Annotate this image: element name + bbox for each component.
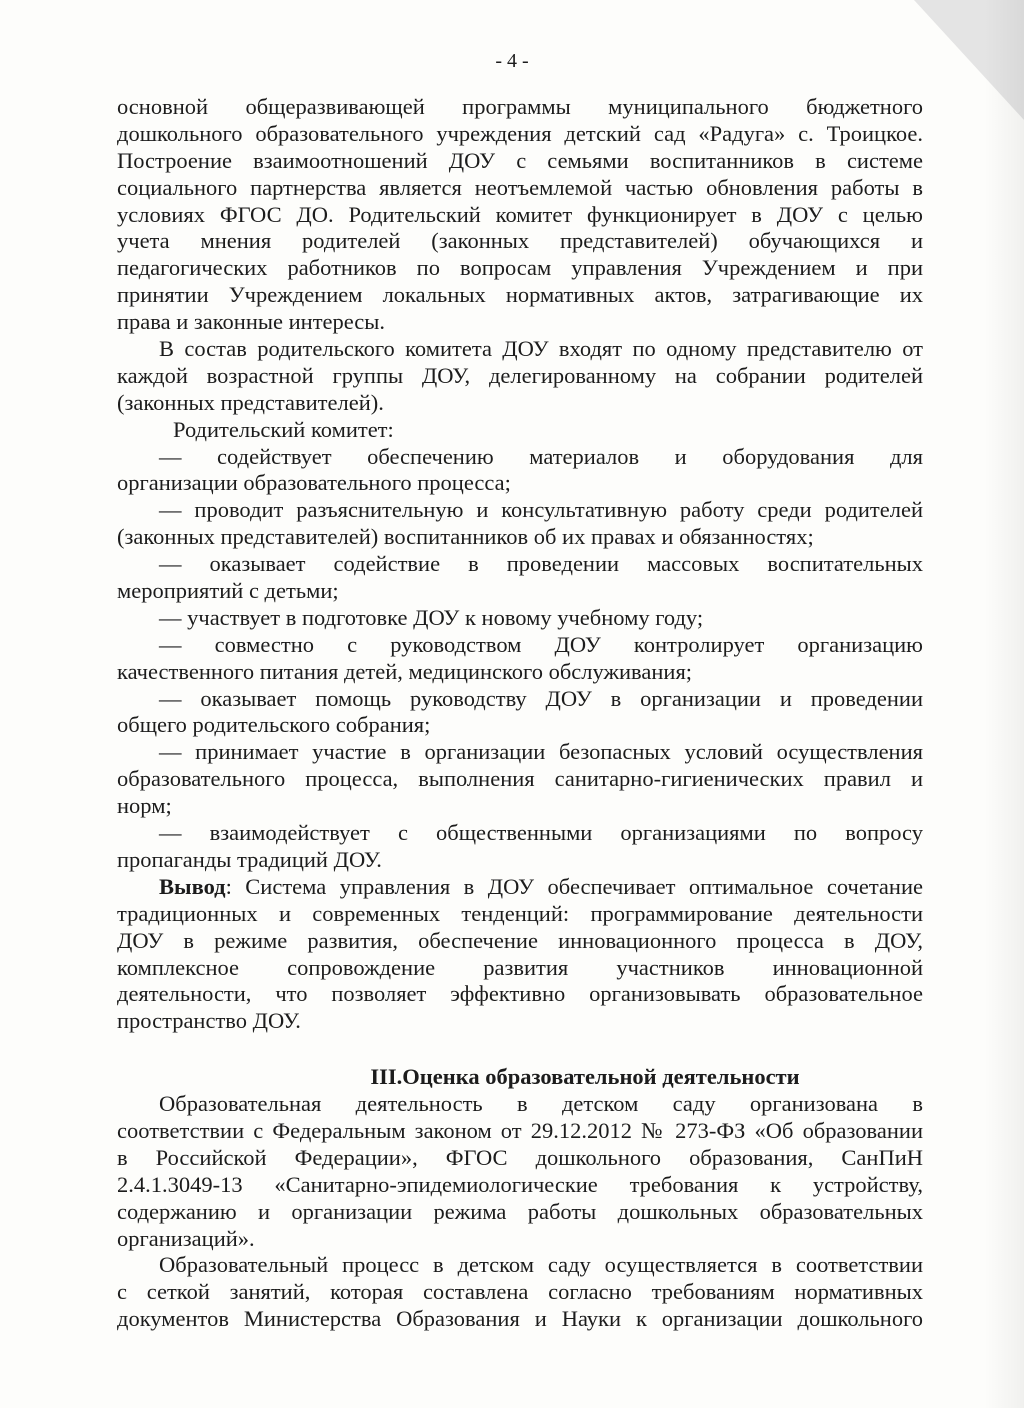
text-line [117,121,923,148]
text-line [117,632,923,659]
line-text: традиционных и современных тенденций: программирование деятельности [117,900,923,926]
line-text: права и законные интересы. [117,309,386,335]
line-text: 2.4.1.3049-13 «Санитарно-эпидемиологические требования к устройству, [117,1171,923,1197]
text-line [117,1252,923,1279]
paragraph [117,417,923,444]
line-text: каждой возрастной группы ДОУ, делегированному на собрании родителей [117,362,923,388]
line-text: содержанию и организации режима работы дошкольных образовательных [117,1198,923,1224]
text-line [117,686,923,713]
text-line [117,1226,923,1253]
line-text: принятии Учреждением локальных нормативных актов, затрагивающие их [117,282,923,308]
bold-lead: Вывод [159,873,226,899]
text-line [117,1306,923,1333]
line-text: — принимает участие в организации безопасных условий осуществления [159,739,923,765]
line-text: образовательного процесса, выполнения санитарно-гигиенических правил и [117,766,923,792]
line-text: учета мнения родителей (законных представителей) обучающихся и [117,228,923,254]
text-line [117,417,923,444]
text-line [117,1008,923,1035]
paragraph [117,632,923,686]
text-line [117,444,923,471]
line-text: пропаганды традиций ДОУ. [117,846,382,872]
line-text: качественного питания детей, медицинского обслуживания; [117,658,693,684]
text-line [117,1172,923,1199]
line-text: — оказывает содействие в проведении массовых воспитательных [159,551,923,577]
line-text: организаций». [117,1225,255,1251]
text-line [117,578,923,605]
line-text: — участвует в подготовке ДОУ к новому учебному году; [159,604,704,630]
section-educational-activity [117,1091,923,1333]
line-text: основной общеразвивающей программы муниципального бюджетного [117,94,923,119]
line-text: (законных представителей). [117,389,384,415]
line-text: общего родительского собрания; [117,712,431,738]
paragraph [117,94,923,336]
text-line [117,820,923,847]
paragraph [117,686,923,740]
document-body [117,94,923,1333]
page-number: - 4 - [495,50,529,72]
text-line [117,981,923,1008]
line-text: ДОУ в режиме развития, обеспечение инновационного процесса в ДОУ, [117,927,923,953]
line-text: — содействует обеспечению материалов и оборудования для [159,443,923,469]
line-text: условиях ФГОС ДО. Родительский комитет функционирует в ДОУ с целью [117,201,923,227]
text-line [117,228,923,255]
section-parent-committee [117,94,923,1035]
line-text: — взаимодействует с общественными организациями по вопросу [159,820,923,846]
text-line [117,1199,923,1226]
section-heading: III.Оценка образовательной деятельности [370,1064,800,1090]
paragraph [117,497,923,551]
paragraph [117,739,923,820]
line-text: мероприятий с детьми; [117,578,339,604]
text-line [117,955,923,982]
line-text: Образовательный процесс в детском саду осуществляется в соответствии [159,1252,923,1278]
text-line [117,497,923,524]
text-line [117,847,923,874]
paragraph [117,444,923,498]
line-text: в Российской Федерации», ФГОС дошкольного образования, СанПиН [117,1144,923,1170]
text-line [117,551,923,578]
text-line [117,901,923,928]
paragraph [117,1091,923,1252]
text-line [117,1145,923,1172]
text-line [117,470,923,497]
paragraph [117,1252,923,1333]
text-line [117,605,923,632]
text-line [117,524,923,551]
text-line [117,1279,923,1306]
line-text: комплексное сопровождение развития участников инновационной [117,954,923,980]
text-line [117,282,923,309]
line-text: деятельности, что позволяет эффективно организовывать образовательное [117,981,923,1007]
text-line [117,1118,923,1145]
line-text: В состав родительского комитета ДОУ входят по одному представителю от [159,336,923,362]
text-line [117,1091,923,1118]
text-line [117,739,923,766]
text-line [117,874,923,901]
scan-shadow [984,0,1024,1408]
line-text: соответствии с Федеральным законом от 29.12.2012 № 273-ФЗ «Об образовании [117,1117,923,1143]
text-line [117,363,923,390]
text-line [117,659,923,686]
text-line [117,148,923,175]
line-text: Образовательная деятельность в детском саду организована в [159,1091,923,1117]
line-text: — совместно с руководством ДОУ контролирует организацию [159,631,923,657]
text-line [117,712,923,739]
text-line [117,336,923,363]
text-line [117,928,923,955]
paragraph [117,336,923,417]
paragraph [117,551,923,605]
text-line [117,390,923,417]
line-text: документов Министерства Образования и Науки к организации дошкольного [117,1306,923,1332]
line-text: (законных представителей) воспитанников об их правах и обязанностях; [117,524,814,550]
text-line [117,94,923,121]
line-text: : Система управления в ДОУ обеспечивает оптимальное сочетание [225,873,923,899]
line-text: Построение взаимоотношений ДОУ с семьями воспитанников в системе [117,147,923,173]
line-text: — проводит разъяснительную и консультативную работу среди родителей [159,497,923,523]
text-line [117,255,923,282]
text-line [117,766,923,793]
text-line [117,175,923,202]
line-text: педагогических работников по вопросам управления Учреждением и при [117,255,923,281]
line-text: с сеткой занятий, которая составлена согласно требованиям нормативных [117,1279,923,1305]
paragraph [117,605,923,632]
line-text: Родительский комитет: [173,416,394,442]
line-text: пространство ДОУ. [117,1008,301,1034]
paragraph [117,874,923,1035]
line-text: социального партнерства является неотъемлемой частью обновления работы в [117,174,923,200]
text-line [117,202,923,229]
line-text: — оказывает помощь руководству ДОУ в организации и проведении [159,685,923,711]
line-text: организации образовательного процесса; [117,470,511,496]
text-line [117,793,923,820]
line-text: норм; [117,793,172,819]
text-line [117,309,923,336]
paragraph [117,820,923,874]
line-text: дошкольного образовательного учреждения детский сад «Радуга» с. Троицкое. [117,120,923,146]
